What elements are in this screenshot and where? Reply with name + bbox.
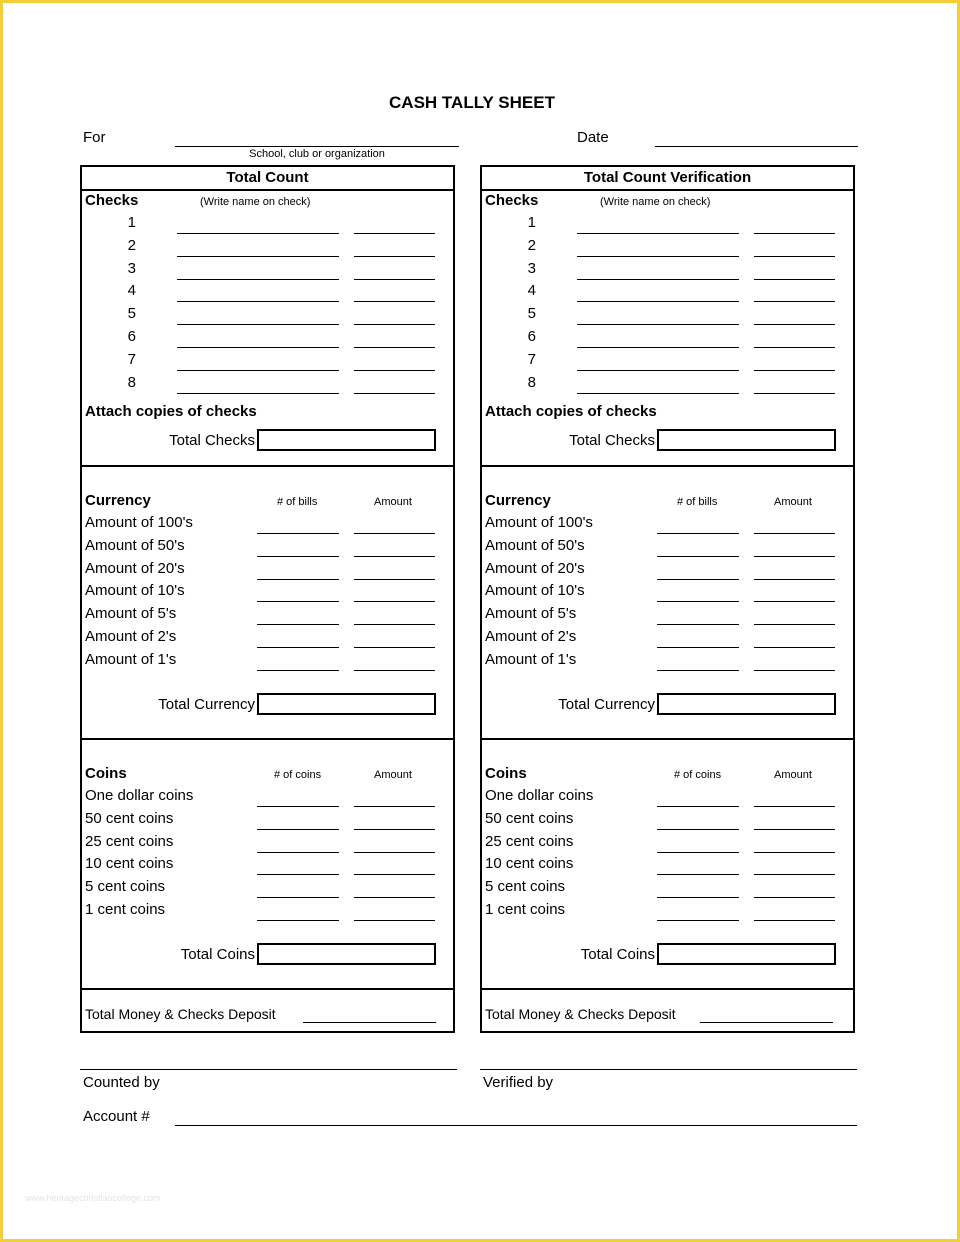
section-divider bbox=[82, 738, 453, 740]
coins-amount-line[interactable] bbox=[754, 852, 835, 853]
check-amount-line[interactable] bbox=[754, 393, 835, 394]
for-line[interactable] bbox=[175, 146, 459, 147]
checks-note: (Write name on check) bbox=[200, 196, 311, 208]
coins-amount-line[interactable] bbox=[754, 829, 835, 830]
section-divider bbox=[482, 988, 853, 990]
coins-count-line[interactable] bbox=[257, 874, 339, 875]
check-name-line[interactable] bbox=[177, 324, 339, 325]
attach-checks-label: Attach copies of checks bbox=[85, 403, 257, 420]
currency-row-label: Amount of 1's bbox=[85, 650, 177, 668]
coin-row-label: One dollar coins bbox=[85, 787, 194, 804]
bills-column-header: # of bills bbox=[677, 496, 718, 508]
total-checks-box[interactable] bbox=[257, 429, 436, 451]
check-amount-line[interactable] bbox=[354, 393, 435, 394]
coins-amount-column-header: Amount bbox=[774, 769, 812, 781]
coins-column-header: # of coins bbox=[274, 769, 322, 781]
currency-row-label: Amount of 10's bbox=[85, 582, 185, 600]
bills-count-line[interactable] bbox=[657, 556, 739, 557]
check-number: 6 bbox=[527, 328, 536, 345]
check-number: 2 bbox=[527, 236, 536, 254]
coins-count-line[interactable] bbox=[657, 874, 739, 875]
currency-row-label: Amount of 5's bbox=[85, 605, 177, 623]
bills-column-header: # of bills bbox=[277, 496, 318, 508]
coin-row-label: 1 cent coins bbox=[485, 901, 566, 918]
verified-by-line[interactable] bbox=[480, 1069, 857, 1070]
check-amount-line[interactable] bbox=[754, 256, 835, 257]
check-number: 3 bbox=[527, 259, 536, 277]
check-amount-line[interactable] bbox=[754, 370, 835, 371]
coins-amount-line[interactable] bbox=[754, 806, 835, 807]
deposit-line[interactable] bbox=[303, 1022, 436, 1023]
deposit-label: Total Money & Checks Deposit bbox=[85, 1006, 276, 1022]
coins-count-line[interactable] bbox=[257, 829, 339, 830]
currency-label: Currency bbox=[85, 492, 151, 509]
coins-amount-line[interactable] bbox=[354, 806, 435, 807]
check-number: 8 bbox=[527, 373, 536, 391]
watermark: www.heritagechristiancollege.com bbox=[25, 1193, 161, 1203]
currency-row-label: Amount of 100's bbox=[485, 514, 593, 531]
section-divider bbox=[482, 738, 853, 740]
coin-row-label: 10 cent coins bbox=[85, 855, 174, 873]
total-currency-label: Total Currency bbox=[558, 696, 655, 713]
coin-row-label: 50 cent coins bbox=[85, 809, 174, 827]
counted-by-line[interactable] bbox=[80, 1069, 457, 1070]
bills-count-line[interactable] bbox=[257, 670, 339, 671]
currency-row-label: Amount of 50's bbox=[85, 536, 185, 554]
coins-label: Coins bbox=[485, 765, 527, 782]
currency-row-label: Amount of 20's bbox=[85, 559, 185, 577]
check-number: 7 bbox=[127, 350, 136, 368]
coin-row-label: 1 cent coins bbox=[85, 901, 166, 918]
panel-title: Total Count Verification bbox=[482, 167, 853, 191]
currency-label: Currency bbox=[485, 492, 551, 509]
check-number: 1 bbox=[127, 214, 136, 231]
coins-count-line[interactable] bbox=[657, 806, 739, 807]
section-divider bbox=[82, 465, 453, 467]
coins-amount-line[interactable] bbox=[754, 897, 835, 898]
panel-total-count bbox=[80, 165, 455, 1033]
coins-count-line[interactable] bbox=[257, 897, 339, 898]
coin-row-label: One dollar coins bbox=[485, 787, 594, 804]
check-number: 2 bbox=[127, 236, 136, 254]
total-coins-label: Total Coins bbox=[580, 946, 655, 963]
check-name-line[interactable] bbox=[177, 279, 339, 280]
bills-amount-line[interactable] bbox=[754, 579, 835, 580]
total-currency-box[interactable] bbox=[657, 693, 836, 715]
coin-row-label: 25 cent coins bbox=[85, 832, 174, 850]
coins-count-line[interactable] bbox=[257, 920, 339, 921]
coin-row-label: 5 cent coins bbox=[85, 878, 166, 896]
bills-count-line[interactable] bbox=[657, 533, 739, 534]
checks-label: Checks bbox=[485, 192, 539, 209]
currency-row-label: Amount of 50's bbox=[485, 536, 585, 554]
check-amount-line[interactable] bbox=[354, 347, 435, 348]
check-number: 5 bbox=[127, 305, 136, 323]
check-number: 4 bbox=[527, 282, 536, 300]
bills-amount-line[interactable] bbox=[354, 579, 435, 580]
check-amount-line[interactable] bbox=[354, 370, 435, 371]
bills-count-line[interactable] bbox=[657, 647, 739, 648]
currency-amount-column-header: Amount bbox=[774, 496, 812, 508]
coins-amount-line[interactable] bbox=[354, 897, 435, 898]
currency-row-label: Amount of 2's bbox=[485, 628, 577, 645]
coins-amount-line[interactable] bbox=[754, 874, 835, 875]
coins-count-line[interactable] bbox=[657, 829, 739, 830]
bills-count-line[interactable] bbox=[657, 624, 739, 625]
bills-count-line[interactable] bbox=[257, 601, 339, 602]
check-amount-line[interactable] bbox=[354, 301, 435, 302]
coins-count-line[interactable] bbox=[657, 852, 739, 853]
check-amount-line[interactable] bbox=[354, 324, 435, 325]
checks-note: (Write name on check) bbox=[600, 196, 711, 208]
bills-amount-line[interactable] bbox=[354, 601, 435, 602]
bills-amount-line[interactable] bbox=[754, 647, 835, 648]
bills-amount-line[interactable] bbox=[754, 556, 835, 557]
check-amount-line[interactable] bbox=[754, 279, 835, 280]
for-label: For bbox=[83, 129, 106, 146]
check-name-line[interactable] bbox=[177, 370, 339, 371]
check-name-line[interactable] bbox=[177, 256, 339, 257]
check-name-line[interactable] bbox=[577, 370, 739, 371]
deposit-line[interactable] bbox=[700, 1022, 833, 1023]
verified-by-label: Verified by bbox=[483, 1074, 554, 1091]
total-coins-box[interactable] bbox=[257, 943, 436, 965]
check-number: 7 bbox=[527, 350, 536, 368]
total-checks-box[interactable] bbox=[657, 429, 836, 451]
check-name-line[interactable] bbox=[577, 233, 739, 234]
coins-label: Coins bbox=[85, 765, 127, 782]
coin-row-label: 25 cent coins bbox=[485, 832, 574, 850]
bills-amount-line[interactable] bbox=[354, 670, 435, 671]
coins-count-line[interactable] bbox=[257, 806, 339, 807]
counted-by-label: Counted by bbox=[83, 1074, 160, 1091]
check-name-line[interactable] bbox=[177, 347, 339, 348]
bills-count-line[interactable] bbox=[257, 533, 339, 534]
coins-amount-line[interactable] bbox=[754, 920, 835, 921]
coins-amount-line[interactable] bbox=[354, 874, 435, 875]
check-number: 3 bbox=[127, 259, 136, 277]
coins-amount-line[interactable] bbox=[354, 920, 435, 921]
attach-checks-label: Attach copies of checks bbox=[485, 403, 657, 420]
bills-count-line[interactable] bbox=[257, 556, 339, 557]
check-amount-line[interactable] bbox=[754, 233, 835, 234]
currency-row-label: Amount of 100's bbox=[85, 514, 193, 531]
account-line[interactable] bbox=[175, 1125, 857, 1126]
check-name-line[interactable] bbox=[577, 256, 739, 257]
check-name-line[interactable] bbox=[177, 301, 339, 302]
check-number: 4 bbox=[127, 282, 136, 300]
bills-amount-line[interactable] bbox=[754, 533, 835, 534]
bills-amount-line[interactable] bbox=[354, 556, 435, 557]
check-number: 8 bbox=[127, 373, 136, 391]
bills-amount-line[interactable] bbox=[754, 601, 835, 602]
total-coins-label: Total Coins bbox=[180, 946, 255, 963]
check-amount-line[interactable] bbox=[354, 256, 435, 257]
currency-row-label: Amount of 20's bbox=[485, 559, 585, 577]
total-checks-label: Total Checks bbox=[569, 432, 655, 449]
currency-row-label: Amount of 1's bbox=[485, 650, 577, 668]
panel-total-count-verification bbox=[480, 165, 855, 1033]
total-checks-label: Total Checks bbox=[169, 432, 255, 449]
checks-label: Checks bbox=[85, 192, 139, 209]
bills-count-line[interactable] bbox=[657, 601, 739, 602]
section-divider bbox=[482, 465, 853, 467]
bills-amount-line[interactable] bbox=[354, 624, 435, 625]
date-line[interactable] bbox=[655, 146, 858, 147]
coins-column-header: # of coins bbox=[674, 769, 722, 781]
coins-count-line[interactable] bbox=[257, 852, 339, 853]
bills-amount-line[interactable] bbox=[754, 624, 835, 625]
bills-amount-line[interactable] bbox=[354, 647, 435, 648]
check-number: 1 bbox=[527, 214, 536, 231]
for-caption: School, club or organization bbox=[249, 148, 385, 160]
date-label: Date bbox=[577, 129, 609, 146]
bills-count-line[interactable] bbox=[257, 579, 339, 580]
page-title: CASH TALLY SHEET bbox=[389, 93, 555, 112]
bills-amount-line[interactable] bbox=[754, 670, 835, 671]
coins-amount-line[interactable] bbox=[354, 852, 435, 853]
bills-count-line[interactable] bbox=[657, 579, 739, 580]
check-number: 6 bbox=[127, 328, 136, 345]
deposit-label: Total Money & Checks Deposit bbox=[485, 1006, 676, 1022]
check-amount-line[interactable] bbox=[754, 324, 835, 325]
coins-count-line[interactable] bbox=[657, 920, 739, 921]
account-label: Account # bbox=[83, 1108, 150, 1125]
check-amount-line[interactable] bbox=[754, 301, 835, 302]
check-name-line[interactable] bbox=[577, 324, 739, 325]
check-amount-line[interactable] bbox=[754, 347, 835, 348]
currency-row-label: Amount of 5's bbox=[485, 605, 577, 623]
check-name-line[interactable] bbox=[577, 301, 739, 302]
check-amount-line[interactable] bbox=[354, 279, 435, 280]
coins-amount-line[interactable] bbox=[354, 829, 435, 830]
check-name-line[interactable] bbox=[577, 279, 739, 280]
check-name-line[interactable] bbox=[177, 393, 339, 394]
coin-row-label: 50 cent coins bbox=[485, 809, 574, 827]
currency-amount-column-header: Amount bbox=[374, 496, 412, 508]
check-amount-line[interactable] bbox=[354, 233, 435, 234]
check-name-line[interactable] bbox=[577, 347, 739, 348]
total-currency-box[interactable] bbox=[257, 693, 436, 715]
coin-row-label: 5 cent coins bbox=[485, 878, 566, 896]
total-coins-box[interactable] bbox=[657, 943, 836, 965]
coins-amount-column-header: Amount bbox=[374, 769, 412, 781]
coins-count-line[interactable] bbox=[657, 897, 739, 898]
check-name-line[interactable] bbox=[177, 233, 339, 234]
section-divider bbox=[82, 988, 453, 990]
check-name-line[interactable] bbox=[577, 393, 739, 394]
coin-row-label: 10 cent coins bbox=[485, 855, 574, 873]
bills-amount-line[interactable] bbox=[354, 533, 435, 534]
currency-row-label: Amount of 10's bbox=[485, 582, 585, 600]
bills-count-line[interactable] bbox=[657, 670, 739, 671]
bills-count-line[interactable] bbox=[257, 647, 339, 648]
currency-row-label: Amount of 2's bbox=[85, 628, 177, 645]
bills-count-line[interactable] bbox=[257, 624, 339, 625]
total-currency-label: Total Currency bbox=[158, 696, 255, 713]
check-number: 5 bbox=[527, 305, 536, 323]
panel-title: Total Count bbox=[82, 167, 453, 191]
